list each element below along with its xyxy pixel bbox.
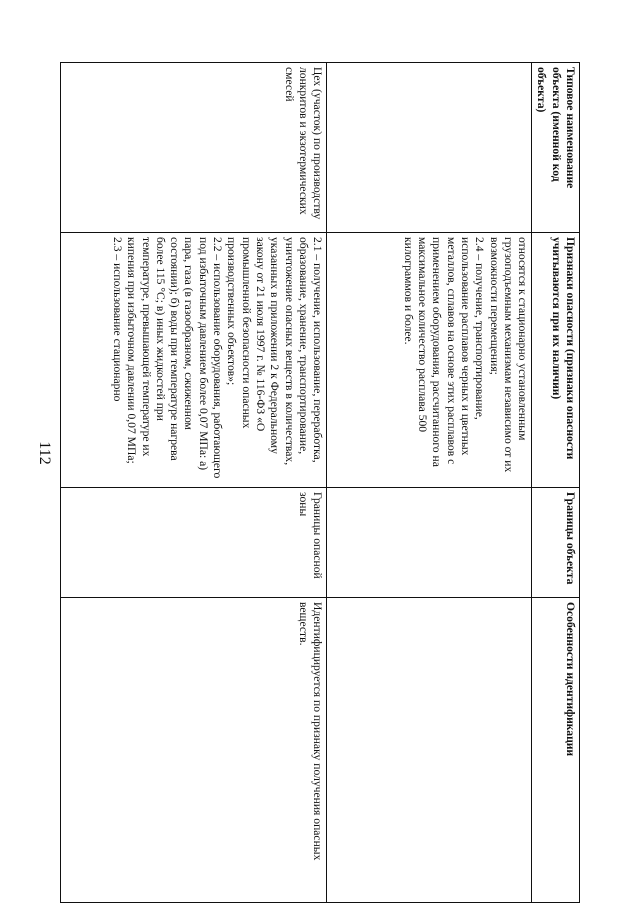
header-identification-features: Особенности идентификации <box>532 598 580 903</box>
header-object-name: Типовое наименование объекта (именной код объекта) <box>532 63 580 233</box>
header-object-borders: Границы объекта <box>532 488 580 598</box>
cell-object-name <box>327 63 532 233</box>
cell-identification-features <box>327 598 532 903</box>
hazard-sign-text: относятся к стационарно установленным грузоподъемным механизмам независимо от их возможности перемещения; <box>487 237 530 473</box>
cell-hazard-signs <box>61 233 327 488</box>
cell-identification-features: Идентифицируется по признаку получения опасных веществ. <box>61 598 327 903</box>
table-row <box>61 63 327 903</box>
cell-object-borders: Границы опасной зоны <box>61 488 327 598</box>
cell-hazard-signs <box>327 233 532 488</box>
identification-table <box>60 62 580 903</box>
hazard-sign-text: 2.2 – использование оборудования, работающего под избыточным давлением более 0,07 МПа: а) пара, газа (в газообразном, сжиженном состоянии); б) воды при температуре нагрева более 115 °С; в) иных жидкостей при температуре, превышающей температуре их кипения при избыточном давлении 0,07 МПа; <box>125 237 225 479</box>
header-hazard-signs: Признаки опасности (признаки опасности учитываются при их наличии) <box>532 233 580 488</box>
hazard-sign-text: 2.3 – использование стационарно <box>110 237 124 402</box>
hazard-sign-text: 2.4 – получение, транспортирование, использование расплавов черных и цветных металлов, сплавов на основе этих расплавов с применением оборудования, рассчитанного на максимальное количество расплава 500 килограммов и более. <box>401 237 487 467</box>
page-number: 112 <box>36 441 53 465</box>
rotated-table-wrapper <box>60 62 580 902</box>
table-row <box>327 63 532 903</box>
table-header-row <box>532 63 580 903</box>
cell-object-name: Цех (участок) по производству лонкритов и экзотермических смесей <box>61 63 327 233</box>
hazard-sign-text: 2.1 – получение, использование, переработка, образование, хранение, транспортирование, уничтожение опасных веществ в количествах, указанных в приложении 2 к Федеральному закону от 21 июля 1997 г. № 116-ФЗ «О промышленной безопасности опасных производственных объектов»; <box>225 237 325 466</box>
cell-object-borders <box>327 488 532 598</box>
